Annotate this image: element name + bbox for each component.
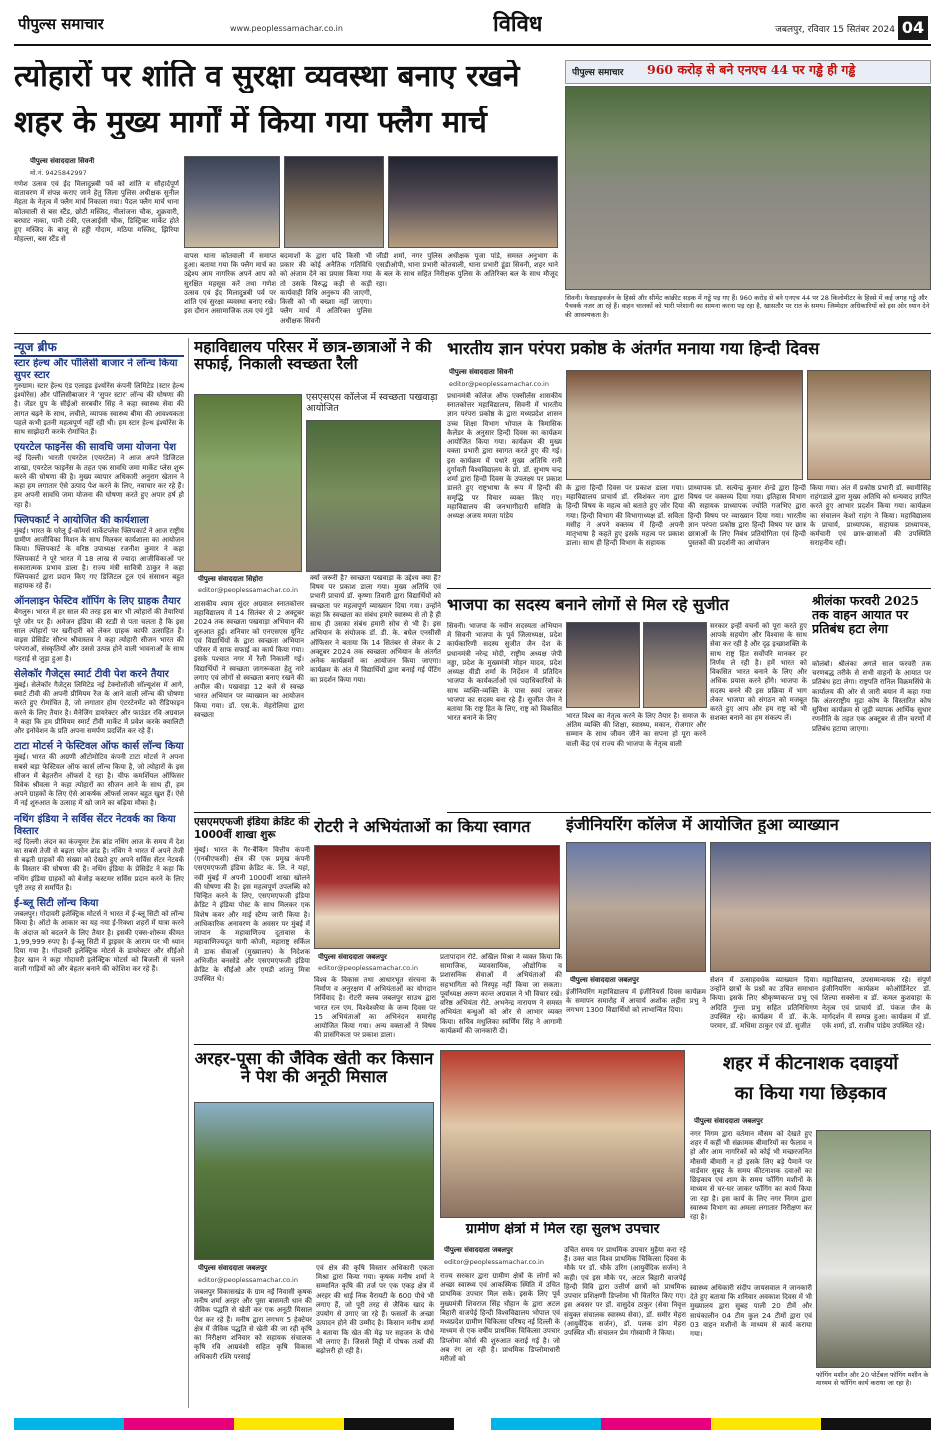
college-headline: महाविद्यालय परिसर में छात्र-छात्राओं ने की सफाई, निकाली स्वच्छता रैली <box>194 338 432 373</box>
lead-headline-2: शहर के मुख्य मार्गों में किया गया फ्लैग मार्च <box>14 106 487 139</box>
hindi-diwas-byline: पीपुल्स संवाददाता सिवनी <box>449 368 514 376</box>
sme-rule <box>194 812 310 813</box>
brief-body-3: मुंबई। भारत के घरेलू ई-कॉमर्स मार्केटप्लेस फ्लिपकार्ट ने आज राष्ट्रीय ग्रामीण आजीविका मिशन के साथ मिलकर कार्यशाला का आयोजन किया। फ्लिपकार्ट के वरिष्ठ उपाध्यक्ष रजनीश कुमार ने कहा फ्लिपकार्ट ने पूरे भारत में 18 लाख से ज्यादा आजीविकाओं पर सकारात्मक प्रभाव डाला है। राज्य मंत्री सावित्री ठाकुर ने कहा फ्लिपकार्ट द्वारा प्रदान किए गए डिजिटल टूल एवं संसाधन बहुत सहायक रहे हैं। <box>14 526 184 591</box>
lead-rule <box>14 333 931 334</box>
brief-body-8: जबलपुर। गोदावरी इलेक्ट्रिक मोटर्स ने भारत में ई-ब्लू सिटी को लॉन्च किया है। ऑटो के आकार का यह नया ई-रिक्शा शहरों में यात्रा करने के अंदाज को बदलने के लिए तैयार है। इसकी एक्स-शोरूम कीमत 1,99,999 रुपए है। ई-ब्लू सिटी में ड्राइवर के आराम पर भी ध्यान दिया गया है। गोदावरी इलेक्ट्रिक मोटर्स के डायरेक्टर और सीईओ हैदर खान ने कहा गोदावरी इलेक्ट्रिक मोटर्स को बिजली से चलने वाली गाड़ियों को और बेहतर बनाने की कोशिश कर रहे हैं। <box>14 910 184 974</box>
nh-photo <box>565 86 931 290</box>
lead-col-3: बदमाशों के द्वारा यदि किसी भी प्रकार की कोई अनैतिक गतिविधि को अंजाम देने का प्रयास किया गया तो उसके विरुद्ध कड़ी से कड़ी कार्यवाही विधि अनुरूप की जाएगी, किसी को भी बख्शा नहीं जाएगा। फ्लैग मार्च में अतिरिक्त पुलिस अधीक्षक सिवनी <box>280 252 372 325</box>
masthead-logo: पीपुल्स समाचार <box>18 15 104 33</box>
hindi-diwas-headline: भारतीय ज्ञान परंपरा प्रकोष्ठ के अंतर्गत मनाया गया हिन्दी दिवस <box>447 340 820 358</box>
pesticide-photo-caption: फॉगिंग मशीन और 20 पोर्टेबल फॉगिंग मशीन के माध्यम से फॉगिंग कार्य कराया जा रहा है। <box>816 1371 929 1388</box>
hindi-diwas-col-4: किया गया। अंत में प्रकोष्ठ प्रभारी डॉ. स्वामीसिंह राहंगडाले द्वारा मुख्य अतिथि को धन्यवाद ज्ञापित करते हुए आभार प्रदर्शन किया गया। कार्यक्रम का संचालन केशो राहंग ने किया। महाविद्यालय के प्राचार्य, प्राध्यापक, सहायक प्राध्यापक, कर्मचारी एवं छात्र-छात्राओं की उपस्थिति सराहनीय रही। <box>810 484 931 548</box>
brief-divider <box>188 338 189 1408</box>
arhar-email[interactable]: editor@peoplessamachar.co.in <box>198 1276 298 1284</box>
sme-headline: एसएमएफजी इंडिया क्रेडिट की 1000वीं शाखा शुरू <box>194 816 310 841</box>
gramin-col-1: राज्य सरकार द्वारा ग्रामीण क्षेत्रों के लोगों को अच्छा स्वास्थ्य एवं आकस्मिक स्थिति में उचित प्राथमिक उपचार मिल सके। इसके लिए पूर्व मुख्यमंत्री शिवराज सिंह चौहान के द्वारा अटल बिहारी वाजपेई हिन्दी विश्वविद्यालय भोपाल एवं मध्यप्रदेश ग्रामीण चिकित्सा परिषद नई दिल्ली के माध्यम से एक वर्षीय प्राथमिक चिकित्सा उपचार डिप्लोमा कोर्स की शुरुआत कराई गई है। जो अब रंग ला रही है। प्राथमिक डिप्लोमाधारी मरीजों को <box>440 1272 560 1364</box>
college-email[interactable]: editor@peoplessamachar.co.in <box>198 586 298 594</box>
footer-registration-bars <box>14 1418 931 1430</box>
lead-photo-2 <box>284 156 384 248</box>
brief-body-2: नई दिल्ली। भारती एयरटेल (एयरटेल) ने आज अपने डिजिटल शाखा, एयरटेल फाइनेंस के तहत एक सावधि जमा मार्केट प्लेस शुरू करने की घोषणा की है। मुख्य व्यापार अधिकारी अनुराग खेतान ने कहा हम लगातार ऐसे उत्पाद पेश करने के लिए, नवाचार कर रहे हैं। हम अपनी सावधि जमा योजना की घोषणा करते हुए अपार हर्ष हो रहा है। <box>14 454 184 509</box>
arhar-photo <box>194 1102 434 1260</box>
rotary-col-1: विश्व के विकास तथा आधारभूत संरचना के निर्माण व अनुरक्षण में अभियंताओं का योगदान निर्विवाद है। रोटरी क्लब जबलपुर साउथ द्वारा भारत रत्न एम. विश्वेश्वरैया के जन्म दिवस पर 15 अभियंताओं का अभिनंदन समारोह आयोजित किया गया। अन्य वक्ताओं ने विषय की प्रासंगिकता पर प्रकाश डाला। <box>314 976 436 1040</box>
lead-photo-1 <box>184 156 280 248</box>
rotary-photo <box>314 845 560 949</box>
rotary-col-2: प्रतापादान रोटे. अखिल मिश्रा ने व्यक्त किया कि सामाजिक, व्यावसायिक, औद्योगिक व प्रशासनिक सेवाओं में अभियंताओं की सहभागिता को निस्पृह नहीं किया जा सकता। पूर्वाध्यक्ष अरुण कान्त अग्रवाल ने भी विचार रखे। वरिष्ठ अभियंता रोटे. अभनेन्द्र नारायण ने समस्त अभियंता बन्धुओं को ओर से आभार व्यक्त किया। सचिव मधुलिका स्वर्णिम सिंह ने आगामी कार्यक्रमों की जानकारी दी। <box>440 953 562 1035</box>
gramin-byline: पीपुल्स संवाददाता जबलपुर <box>444 1246 513 1254</box>
brief-title-1: स्टार हेल्थ और पॉलिसी बाजार ने लॉन्च किया सुपर स्टार <box>14 358 178 381</box>
rotary-email[interactable]: editor@peoplessamachar.co.in <box>318 964 418 972</box>
brief-title-2: एयरटेल फाइनेंस की सावधि जमा योजना पेश <box>14 442 176 454</box>
college-photo <box>194 394 302 572</box>
brief-title-4: ऑनलाइन फेस्टिव शॉपिंग के लिए ग्राहक तैयार <box>14 596 181 608</box>
rotary-byline: पीपुल्स संवाददाता जबलपुर <box>318 953 387 961</box>
pesticide-headline-2: का किया गया छिड़काव <box>734 1084 887 1104</box>
srilanka-body: कोलंबो। श्रीलंका अगले साल फरवरी तक चरणबद्ध तरीके से सभी वाहनों के आयात पर प्रतिबंध हटा लेगा। राष्ट्रपति रानिल विक्रमसिंघे के कार्यालय की ओर से जारी बयान में कहा गया कि अंतरराष्ट्रीय मुद्रा कोष के विस्तारित कोष सुविधा कार्यक्रम से जुड़ी व्यापक आर्थिक सुधार रणनीति के तहत एक अक्टूबर से तीन चरणों में प्रतिबंध हटाया जाएगा। <box>812 660 931 733</box>
arhar-headline: अरहर-पूसा की जैविक खेती कर किसान ने पेश की अनूठी मिसाल <box>194 1050 434 1087</box>
hindi-diwas-rule <box>447 588 931 589</box>
brief-title-8: ई-ब्लू सिटी लॉन्च किया <box>14 898 99 910</box>
engg-col-1: इंजीनियरिंग महाविद्यालय में इंजीनियर्स दिवस कार्यक्रम के समापन समारोह में आचार्य अशोक लहीरा प्रभु ने लगभग 1300 विद्यार्थियों को लाभान्वित दिया। <box>566 988 706 1015</box>
college-byline: पीपुल्स संवाददाता सिहोरा <box>198 575 263 583</box>
gramin-photo <box>440 1050 685 1218</box>
lead-photo-3 <box>388 156 558 248</box>
college-col-1: शासकीय श्याम सुंदर अग्रवाल स्नातकोत्तर महाविद्यालय में 14 सितंबर से 2 अक्टूबर 2024 तक स्वच्छता पखवाड़ा अभियान की शुरुआत हुई। शनिवार को एनएसएस यूनिट एवं विद्यार्थियों के द्वारा स्वच्छता अभियान परिसर में साफ सफाई का कार्य किया गया। इसके पश्चात नगर में रैली निकाली गई। विद्यार्थियों ने स्वच्छता जागरूकता हेतु नारे लगाए एवं लोगों से स्वच्छता बनाए रखने की अपील की। पखवाड़ा 12 बजे से स्वच्छ भारत अभियान पर व्याख्यान का आयोजन किया गया। डॉ. एस.के. मेहरोलिया द्वारा स्वच्छता <box>194 600 304 719</box>
hindi-diwas-col-3: प्राध्यापक प्रो. सत्येन्द्र कुमार शेन्डे द्वारा हिन्दी विषय पर वक्तव्य दिया गया। इतिहास विभाग की सहायक प्राध्यापक ज्योति गजभिए द्वारा हिन्दी विषय पर व्याख्यान दिया गया। भारतीय ज्ञान परंपरा प्रकोष्ठ द्वारा हिन्दी विषय पर छात्र छात्राओं के लिए निबंध प्रतियोगिता एवं हिन्दी पुस्तकों की प्रदर्शनी का आयोजन <box>688 484 806 548</box>
section-title: विविध <box>493 11 543 37</box>
hindi-diwas-photo-2 <box>807 370 931 480</box>
gramin-headline: ग्रामीण क्षेत्रों में मिल रहा सुलभ उपचार <box>465 1222 660 1237</box>
brief-body-4: बेंगलुरु। भारत में हर साल की तरह इस बार भी त्योहारों की तैयारियां पूरे जोर पर हैं। अमेजन इंडिया की स्टडी से पता चलता है कि इस साल त्योहारों पर खरीदारी को लेकर ग्राहक काफी उत्साहित हैं। वाइस प्रेसिडेंट सौरभ श्रीवास्तव ने कहा त्योहारी सीजन भारत की परंपराओं, संस्कृतियों और उससे उत्पन्न होने वाली भावनाओं के साथ गहराई से जुड़ा हुआ है। <box>14 608 184 663</box>
pesticide-byline: पीपुल्स संवाददाता जबलपुर <box>694 1117 763 1125</box>
engg-col-2: सेशन में उत्साहवर्धक व्याख्यान दिया। उन्होंने छात्रों के प्रश्नों का उचित समाधान किया। इसके लिए श्रीकृष्णकान्त प्रभु एवं अदिति गुन्ता प्रभु सहित प्रतिनिधिगण उपस्थित रहे। कार्यक्रम में डॉ. के.के. परमार, डॉ. मधिमा ठाकुर एवं डॉ. सुजीत <box>710 976 818 1031</box>
brief-body-6: मुंबई। भारत की अग्रणी ऑटोमोटिव कंपनी टाटा मोटर्स ने अपना सबसे बड़ा फेस्टिवल ऑफ कार्स लॉन्च किया है, जो त्योहारों के इस सीजन में बेहतरीन ऑफर्स दे रहा है। चीफ कमर्शियल ऑफिसर विवेक श्रीवत्स ने कहा त्योहारों का सीजन आने के साथ ही, हम अपने ग्राहकों के लिए ऐसे आकर्षक ऑफर्स लाकर बहुत खुश हैं। ऐसे में नई शुरुआत के उत्साह में खो जाने का बढ़िया मौका है। <box>14 753 184 808</box>
masthead-url[interactable]: www.peoplessamachar.co.in <box>230 24 343 33</box>
engg-col-3: महाविद्यालय, उपसम्मन्वयक रहे। संपूर्ण इंजीनियरिंग कार्यक्रम कोऑर्डिनेटर डॉ. शिल्पा सक्सेना व डॉ. कमल कुशवाहा के नेतृत्व एवं प्राचार्य डॉ. पंकज जैन के मार्गदर्शन में सम्पन्न हुआ। कार्यक्रम में डॉ. एके शर्मा, डॉ. राजीव पांडेय उपस्थित रहे। <box>822 976 931 1031</box>
hindi-diwas-email[interactable]: editor@peoplessamachar.co.in <box>449 380 549 388</box>
lower-rule <box>194 1044 931 1045</box>
engg-headline: इंजीनियरिंग कॉलेज में आयोजित हुआ व्याख्यान <box>566 816 839 834</box>
hindi-diwas-photo-1 <box>566 370 803 480</box>
brief-title-7: नथिंग इंडिया ने सर्विस सेंटर नेटवर्क का किया विस्तार <box>14 813 176 837</box>
brief-body-7: नई दिल्ली। लंदन का कंज्यूमर टेक ब्रांड नथिंग आज के समय में देश का सबसे तेजी से बढ़ता फोन ब्रांड है। नथिंग ने भारत में अपने तेजी से बढ़ती ग्राहकों की संख्या को देखते हुए अपने सर्विस सेंटर नेटवर्क के विस्तार की घोषणा की है। नथिंग इंडिया के प्रेसिडेंट ने कहा कि नथिंग इंडिया ग्राहकों को बेजोड़ कस्टमर सर्विस प्रदान करने के लिए पूरी तरह से समर्पित है। <box>14 837 184 892</box>
brief-body-5: मुंबई। सेलेकॉर गैजेट्स लिमिटेड नई टेक्नोलॉजी सॉल्यूशंस में आगे, स्मार्ट टीवी की अपनी प्रीमियम रेंज के आने वाली लॉन्च की घोषणा करते हुए रोमांचित है, जो लगातार होम एंटरटेनमेंट को रीडिफाइन करने के लिए तैयार है। मैनेजिंग डायरेक्टर और फाउंडर रवि अग्रवाल ने कहा कि हम प्रीमियम स्मार्ट टीवी मार्केट में प्रवेश करके क्वालिटी और इनोवेशन के प्रति अपना समर्पण प्रदर्शित कर रहे हैं। <box>14 680 184 736</box>
lead-phone: मो.नं. 9425842997 <box>30 169 87 177</box>
engg-byline: पीपुल्स संवाददाता जबलपुर <box>570 976 639 984</box>
bjp-headline: भाजपा का सदस्य बनाने लोगों से मिल रहे सुजीत <box>447 596 729 614</box>
mid-rule-right <box>447 812 931 813</box>
college-col-2: क्यों जरूरी है? स्वच्छता पखवाड़ा के उद्देश्य क्या हैं? विषय पर प्रकाश डाला गया। मुख्य अतिथि एवं प्रभारी प्राचार्य डॉ. कृष्णा तिवारी द्वारा विद्यार्थियों को स्वच्छता पर महत्वपूर्ण व्याख्यान दिया गया। उन्होंने कहा कि स्वच्छता का संबंध हमारे स्वास्थ्य से तो है ही साथ ही उसका संबंध हमारी सोच से भी है। इस अभियान के संयोजक डॉ. डी. के. बघेल एनसीसी ऑफिसर ने बताया कि 14 सितंबर से लेकर के 2 अक्टूबर 2024 तक स्वच्छता अभियान के अंतर्गत अनेक कार्यक्रमों का आयोजन किया जाएगा। कार्यक्रम के अंत में विद्यार्थियों द्वारा बनाई गई पेंटिंग का प्रदर्शन किया गया। <box>310 574 441 684</box>
lead-col-4: जीडी शर्मा, नगर पुलिस अधीक्षक पूजा पांडे, समस्त अनुभाग के एसडीओपी, थाना प्रभारी कोतवाली, थाना प्रभारी डूंडा सिवनी, शहर थाने के बल के साथ सहित निरीक्षक पुलिस के अतिरिक्त बल के साथ मौजूद रहा। <box>376 252 558 288</box>
college-photo-2 <box>306 420 441 572</box>
brief-title-3: फ्लिपकार्ट ने आयोजित की कार्यशाला <box>14 514 149 526</box>
gramin-email[interactable]: editor@peoplessamachar.co.in <box>444 1258 544 1266</box>
lead-headline-1: त्योहारों पर शांति व सुरक्षा व्यवस्था बनाए रखने <box>14 60 520 93</box>
engg-photo-1 <box>566 842 706 972</box>
bjp-photo-1 <box>566 622 640 708</box>
pesticide-photo <box>816 1130 931 1368</box>
rotary-headline: रोटरी ने अभियंताओं का किया स्वागत <box>314 818 531 836</box>
pesticide-col-2: स्वास्थ्य अधिकारी संदीप जायसवाल ने जानकारी देते हुए बताया कि शनिवार अवकाश दिवस में भी मुख्यालय द्वारा सुबह पाली 20 टीमें और सायंकालीन 04 टीम कुल 24 टीमों द्वारा एवं 03 वाहन मशीनों के माध्यम से कार्य कराया गया। <box>690 1284 812 1339</box>
arhar-col-1: जबलपुर विकासखंड के ग्राम नर्ई निवासी कृषक मनीष शर्मा अरहर और पूसा बासमती धान की जैविक पद्धति से खेती कर एक अनूठी मिसाल पेश कर रहे हैं। मनीष द्वारा लगभग 5 हेक्टेयर क्षेत्र में जैविक पद्धति से खेती की जा रही कृषि का निरीक्षण शनिवार को सहायक संचालक कृषि रवि आम्रवंशी सहित कृषि विकास अधिकारी रश्मि परसाई <box>194 1288 312 1361</box>
brief-title-6: टाटा मोटर्स ने फेस्टिवल ऑफ कार्स लॉन्च किया <box>14 741 184 753</box>
srilanka-headline: श्रीलंका फरवरी 2025 तक वाहन आयात पर प्रतिबंध हटा लेगा <box>812 594 919 636</box>
engg-photo-2 <box>710 842 931 972</box>
bjp-caption: भारत विश्व का नेतृत्व करने के लिए तैयार है। समाज के अंतिम व्यक्ति की शिक्षा, स्वास्थ्य, मकान, रोजगार और सम्मान के साथ जीवन जीने का सपना हो पूरा करने वाली केंद्र एवं राज्य की भाजपा के नेतृत्व वाली <box>566 712 706 748</box>
lead-col-1: गणेश उत्सव एवं ईद मिलादुन्नबी पर्व को शांति व सौहार्दपूर्ण वातावरण में संपन्न कराए जाने हेतु जिला पुलिस अधीक्षक सुनील मेहता के नेतृत्व में फ्लैग मार्च निकाला गया। पैदल फ्लैग मार्च थाना कोतवाली से बस स्टैंड, छोटी मस्जिद, नीलांजना चौक, शुक्रवारी, बरघाट नाका, पानी टंकी, एलआईसी चौक, डिस्ट्रिक्ट मार्केट होते हुए मस्जिद के बाजू से हड्डी गोदाम, मठिया मस्जिद, झिरिया मोहल्ला, बस स्टैंड से <box>14 180 179 244</box>
college-subtitle: एसएसएस कॉलेज में स्वच्छता पखवाड़ा आयोजित <box>306 392 438 415</box>
sme-body: मुंबई। भारत के गैर-बैंकिंग वित्तीय कंपनी (एनबीएफसी) क्षेत्र की एक प्रमुख कंपनी एसएमएफजी इंडिया क्रेडिट कं. लि. ने यहां, नवी मुंबई में अपनी 1000वीं शाखा खोलने की घोषणा की है। इस महत्वपूर्ण उपलब्धि को चिन्हित करने के लिए, एसएमएफजी इंडिया क्रेडिट ने इंडिया पोस्ट के साथ मिलकर एक विशेष कवर और माई स्टैम्प जारी किया है। आधिकारिक अनावरण के अवसर पर मुंबई में जापान के महावाणिज्य दूतावास के महावाणिज्यदूत यागी कोजी, महाराष्ट्र सर्किल में डाक सेवाओं (मुख्यालय) के निदेशक अभिजीत बनसोडे और एसएमएफजी इंडिया क्रेडिट के सीईओ और एमडी शांतनु मित्रा उपस्थित थे। <box>194 846 310 984</box>
brief-body-1: गुरुग्राम। स्टार हेल्थ एंड एलाइड इंश्योरेंस कंपनी लिमिटेड (स्टार हेल्थ इंश्योरेंस) और पॉलिसीबाजार ने 'सुपर स्टार' लॉन्च की घोषणा की है। जेंडर ग्रुप के सीईओ सरबवीर सिंह ने कहा स्वास्थ्य सेवा की लागत बढ़ने के साथ, लचीले, व्यापक स्वास्थ्य बीमा की आवश्यकता पहले कभी इतनी महत्वपूर्ण नहीं रही थी। हम स्टार हेल्थ इंश्योरेंस के साथ साझेदारी करके रोमांचित हैं। <box>14 382 184 437</box>
arhar-col-2: एवं क्षेत्र की कृषि विस्तार अधिकारी एकता मिश्रा द्वारा किया गया। कृषक मनीष शर्मा ने सम्मानित कृषि की तर्ज पर एक एकड़ क्षेत्र में अरहर की धाई निक वैरायटी के 600 पौधे भी लगाए हैं, जो पूरी तरह से जैविक खाद के उपयोग से उगाए जा रहे हैं। फसलों के अच्छा उत्पादन होने की उम्मीद है। किसान मनीष शर्मा ने बताया कि खेत की मेढ़ पर सहजन के पौधे भी लगाए हैं। जिससे मिट्टी में पोषक तत्वों की बढ़ोत्तरी हो रही है। <box>316 1264 434 1356</box>
pesticide-col-1: नगर निगम द्वारा वर्तमान मौसम को देखते हुए शहर में कहीं भी संक्रामक बीमारियों का फैलाव न हो और आम नागरिकों को कोई भी मच्छरजनित मौसमी बीमारी न हो इसके लिए बड़े पैमाने पर वार्डवार सुबह के समय कीटनाशक दवाओं का छिड़काव एवं शाम के समय फॉगिंग मशीनों के माध्यम से घर-घर जाकर फॉगिंग का कार्य किया जा रहा है। इस कार्य के लिए नगर निगम द्वारा स्वास्थ्य विभाग का अमला लगातार निरीक्षण कर रहा है। <box>690 1130 812 1222</box>
bjp-col-2: सरकार इन्हीं वचनों को पूरा करते हुए आपके सहयोग और विश्वास के साथ सेवा कर रही है और दृढ़ इच्छाशक्ति के साथ राष्ट्र हित सर्वोपरि मानकर हर निर्णय ले रही है। हमें भारत को विकसित भारत बनाने के लिए और अधिक प्रयास करने होंगे। भाजपा के सदस्य बनने की इस प्रक्रिया में भाग लेकर भाजपा को संगठन को मजबूत करते हुए आप और हम राष्ट्र को भी सशक्त बनाने का हम संकल्प लें। <box>710 622 807 723</box>
header-rule <box>14 44 931 46</box>
hindi-diwas-col-2: के द्वारा हिन्दी दिवस पर प्रकाश डाला गया। महाविद्यालय प्राचार्य डॉ. रविशंकर नाग द्वारा हिन्दी विषय के महत्व को बताते हुए जोर दिया गया। हिन्दी विभाग की विभागाध्यक्ष डॉ. सविता मसीह ने अपने वक्तव्य में हिन्दी अपनी मातृभाषा है कहते हुए इसके महत्व पर प्रकाश डाला। साथ ही हिन्दी विभाग के सहायक <box>566 484 684 548</box>
bjp-col-1: सिवनी। भाजपा के नवीन सदस्यता अभियान में सिवनी भाजपा के पूर्व जिलाध्यक्ष, प्रदेश कार्यकारिणी सदस्य सुजीत जैन देश के प्रधानमंत्री नरेन्द्र मोदी, राष्ट्रीय अध्यक्ष जेपी नड्डा, प्रदेश के मुख्यमंत्री मोहन यादव, प्रदेश अध्यक्ष वीडी शर्मा के निर्देशन में प्रतिदिन भाजपा के कार्यकर्ताओं एवं पदाधिकारियों के साथ व्यक्ति-व्यक्ति के पास स्वयं जाकर भाजपा का सदस्य बना रहे हैं। सुजीत जैन ने बताया कि राष्ट्र हित के लिए, राष्ट्र को विकसित भारत बनाने के लिए <box>447 622 562 723</box>
bjp-photo-2 <box>643 622 707 708</box>
gramin-col-2: उचित समय पर प्राथमिक उपचार मुहैया करा रहे हैं। उक्त बात विश्व प्राथमिक चिकित्सा दिवस के मौके पर डॉ. चौके उरिंग (आयुर्वेदिक सर्जन) ने कही। एवं इस मौके पर, अटल बिहारी वाजपेई हिन्दी विवि द्वारा उत्तीर्ण छात्रों को प्राथमिक उपचार प्रशिक्षणी डिप्लोमा भी वितरित किए गए। इस अवसर पर डॉ. वासुदेव ठाकुर (सेवा निवृत्त संयुक्त संचालक स्वास्थ्य सेवा), डॉ. समीर मेहरा (आयुर्वेदिक सर्जन), डॉ. पलक डांग मेहरा उपस्थित थीं। संचालन प्रेम गोस्वामी ने किया। <box>564 1246 686 1338</box>
lead-col-2: वापस थाना कोतवाली में समाप्त हुआ। बताया गया कि फ्लैग मार्च का उद्देश्य आम नागरिक अपने आप को सुरक्षित महसूस करें तथा गणेश उत्सव एवं ईद मिलादुन्नबी पर्व पर शांति एवं सुरक्षा व्यवस्था बनाए रखे। इस दौरान असामाजिक तत्व एवं गुंडे <box>184 252 276 316</box>
pesticide-headline-1: शहर में कीटनाशक दवाइयों <box>722 1054 899 1074</box>
nh-caption: सिवनी। फेसडाइवर्जन के हिस्से और सीमेंट कांक्रीट सड़क में गड्ढे पड़ गए हैं। 960 करोड़ से बने एनएच 44 पर 28 किलोमीटर के हिस्से में कई जगह गड्ढे और पैचवर्क नजर आ रहे हैं। वाहन चालकों को भारी परेशानी का सामना करना पड़ रहा है, खासतौर पर रात के समय। जिम्मेदार अधिकारियों को इस ओर ध्यान देने की आवश्यकता है। <box>565 294 930 319</box>
nh-headline: 960 करोड़ से बने एनएच 44 पर गड्ढे ही गड्ढे <box>647 63 856 77</box>
lead-byline: पीपुल्स संवाददाता सिवनी <box>30 157 95 165</box>
dateline: जबलपुर, रविवार 15 सितंबर 2024 <box>775 25 895 35</box>
brief-title-5: सेलेकॉर गैजेट्स स्मार्ट टीवी पेश करने तैयार <box>14 668 169 680</box>
news-brief-column <box>14 358 184 1408</box>
page-number: 04 <box>898 16 928 40</box>
news-brief-label: न्यूज ब्रीफ <box>14 338 184 357</box>
nh-logo: पीपुल्स समाचार <box>572 68 624 78</box>
arhar-byline: पीपुल्स संवाददाता जबलपुर <box>198 1264 267 1272</box>
hindi-diwas-col-1: प्रधानमंत्री कॉलेज ऑफ एक्सीलेंस शासकीय स्नातकोत्तर महाविद्यालय, सिवनी में भारतीय ज्ञान परंपरा प्रकोष्ठ के द्वारा मध्यप्रदेश शासन उच्च शिक्षा विभाग भोपाल के त्रिमासिक कैलेंडर के अनुसार हिन्दी दिवस का कार्यक्रम आयोजित किया गया। कार्यक्रम की मुख्य वक्ता प्रभारी द्वारा स्वागत करते हुए की गई। इस कार्यक्रम में पधारे मुख्य अतिथि रानी दुर्गावती विश्वविद्यालय के प्रो. डॉ. सुभाष चन्द्र शर्मा द्वारा हिन्दी दिवस के उपलक्ष्य पर प्रकाश डालते हुए राष्ट्रभाषा के रूप में हिन्दी की समृद्धि पर विचार व्यक्त किए गए। महाविद्यालय की जनभागीदारी समिति के अध्यक्ष अजय ममता पांडेय <box>447 392 562 521</box>
